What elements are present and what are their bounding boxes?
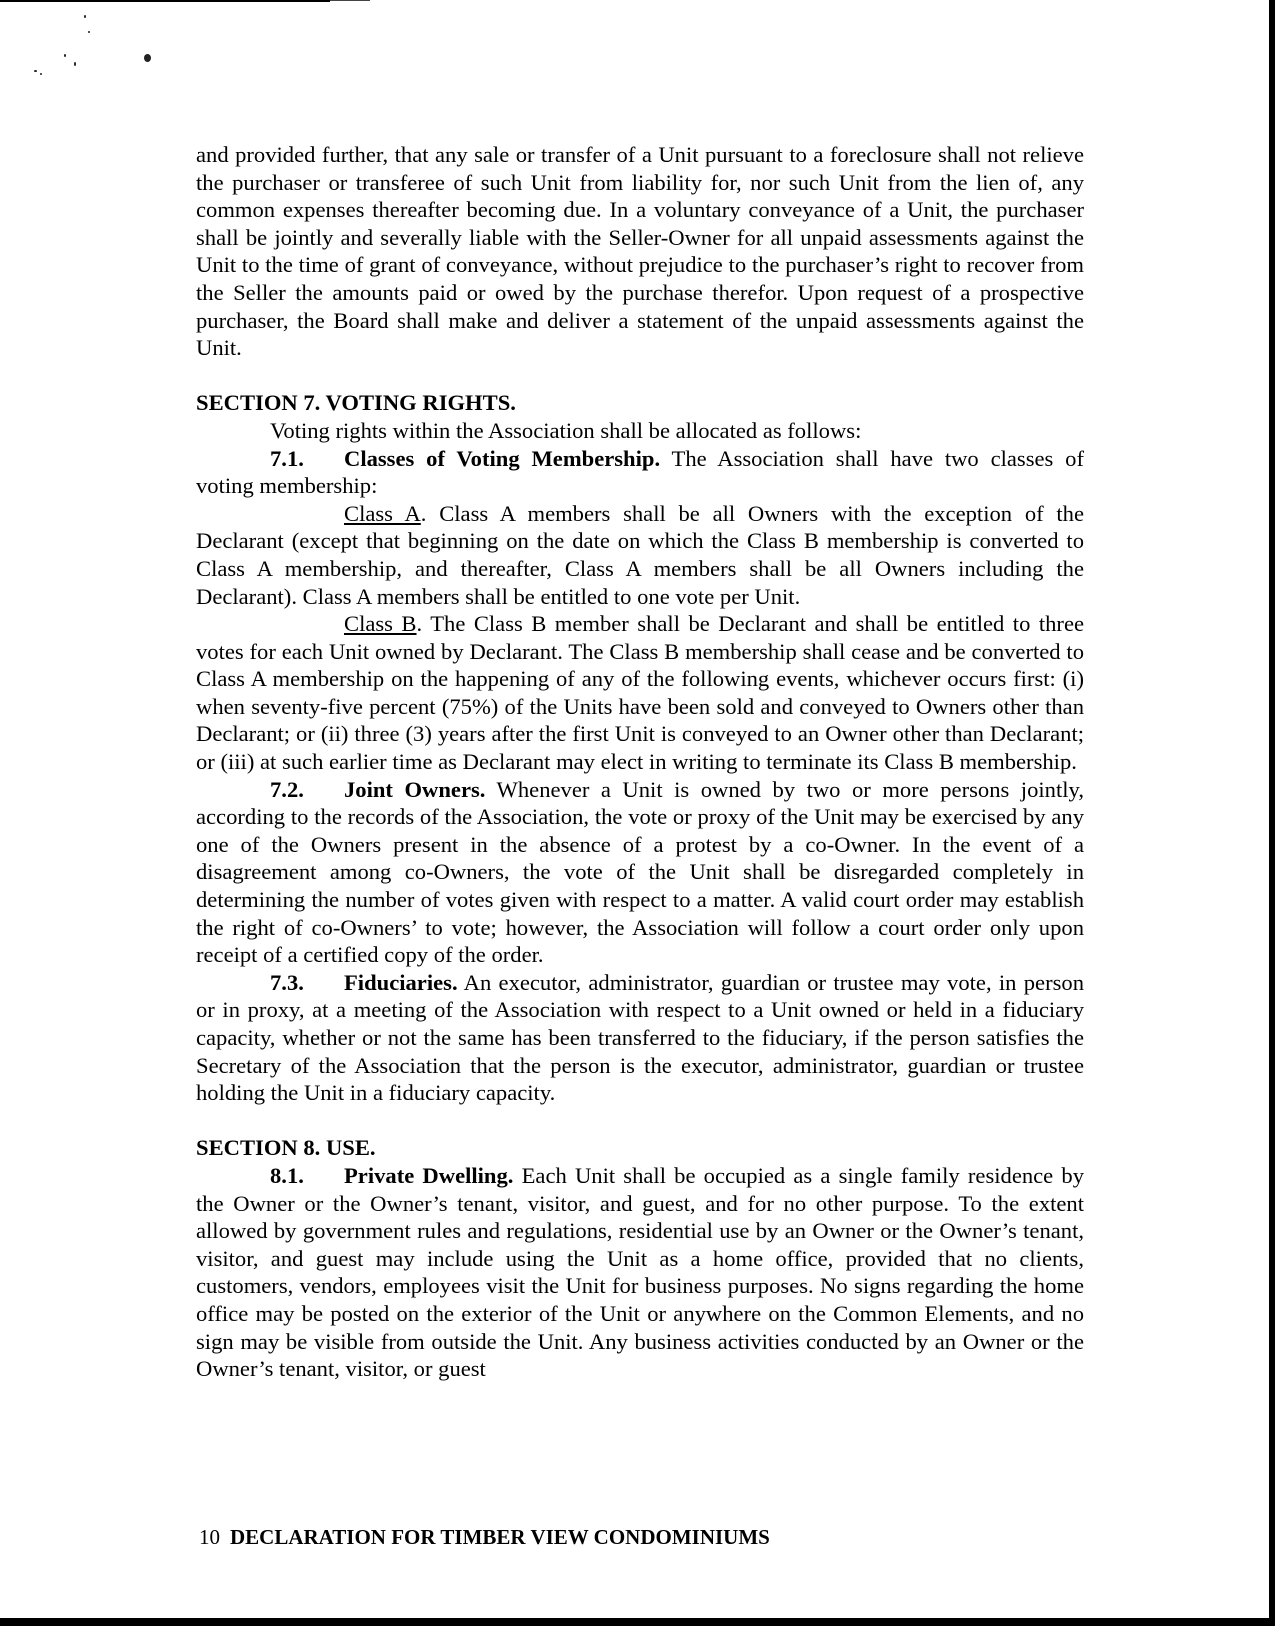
subsection-number: 8.1. [270,1162,304,1188]
scan-speck [84,15,86,18]
subsection-number: 7.3. [270,969,304,995]
subsection-number: 7.1. [270,445,304,471]
subsection-text: An executor, administrator, guardian or trustee may vote, in person or in proxy, at a meeting of the Association with respect to a Unit owned or held in a fiduciary capacity, whether or not the same has been transferred to the fiduciary, if the person satisfies the Secretary of the Association that the person is the executor, administrator, guardian or trustee holding the Unit in a fiduciary capacity. [196,969,1084,1106]
subsection-7-1 [196,445,1084,500]
scan-speck [144,54,151,62]
subsection-title: Classes of Voting Membership. [344,445,661,471]
subsection-title: Private Dwelling. [344,1162,514,1188]
class-a-text: . Class A members shall be all Owners with the exception of the Declarant (except that beginning on the date on which the Class B membership is converted to Class A membership, and thereafter, Class A members shall be all Owners including the Declarant). Class A members shall be entitled to one vote per Unit. [196,500,1084,609]
scan-speck [64,54,66,57]
subsection-text: Each Unit shall be occupied as a single family residence by the Owner or the Owner’s tenant, visitor, and guest, and for no other purpose. To the extent allowed by government rules and regulations, residential use by an Owner or the Owner’s tenant, visitor, and guest may include using the Unit as a home office, provided that no clients, customers, vendors, employees visit the Unit for business purposes. No signs regarding the home office may be posted on the exterior of the Unit or anywhere on the Common Elements, and no sign may be visible from outside the Unit. Any business activities conducted by an Owner or the Owner’s tenant, visitor, or guest [196,1162,1084,1382]
subsection-text: The Association shall have two classes of voting membership: [196,445,1084,499]
scan-speck [74,62,76,66]
subsection-7-2 [196,776,1084,969]
scan-edge-top-fragment [330,0,370,1]
document-body [196,141,1084,1383]
class-b-paragraph [196,610,1084,776]
class-a-label: Class A [344,500,421,526]
section-8-heading: SECTION 8. USE. [196,1135,376,1161]
page-number: 10 [199,1525,220,1549]
page-footer [199,1524,770,1550]
opening-paragraph: and provided further, that any sale or transfer of a Unit pursuant to a foreclosure shall not relieve the purchaser or transferee of such Unit from liability for, nor such Unit from the lien of, any common expenses thereafter becoming due. In a voluntary conveyance of a Unit, the purchaser shall be jointly and severally liable with the Seller-Owner for all unpaid assessments against the Unit to the time of grant of conveyance, without prejudice to the purchaser’s right to recover from the Seller the amounts paid or owed by the purchase therefor. Upon request of a prospective purchaser, the Board shall make and deliver a statement of the unpaid assessments against the Unit. [196,142,1084,361]
subsection-8-1 [196,1162,1084,1383]
class-b-text: . The Class B member shall be Declarant and shall be entitled to three votes for each Unit owned by Declarant. The Class B membership shall cease and be converted to Class A membership on the happening of any of the following events, whichever occurs first: (i) when seventy-five percent (75%) of the Units have been sold and conveyed to Owners other than Declarant; or (ii) three (3) years after the first Unit is conveyed to an Owner other than Declarant; or (iii) at such earlier time as Declarant may elect in writing to terminate its Class B membership. [196,611,1084,775]
scan-edge-right [1269,0,1275,1626]
paragraph-gap [196,362,1084,390]
subsection-title: Fiduciaries. [344,969,458,995]
scan-speck [40,73,42,75]
paragraph-gap [196,1107,1084,1135]
subsection-7-3 [196,969,1084,1107]
subsection-number: 7.2. [270,776,304,802]
section-7-heading: SECTION 7. VOTING RIGHTS. [196,390,516,416]
scan-edge-bottom [0,1618,1275,1626]
scan-speck [34,70,37,72]
scan-edge-top [0,0,330,2]
document-title: DECLARATION FOR TIMBER VIEW CONDOMINIUMS [230,1525,770,1549]
section-7-intro: Voting rights within the Association shall be allocated as follows: [270,417,862,443]
class-b-label: Class B [344,611,417,637]
class-a-paragraph [196,500,1084,610]
scan-speck [88,31,90,33]
subsection-text: Whenever a Unit is owned by two or more persons jointly, according to the records of the Association, the vote or proxy of the Unit may be exercised by any one of the Owners present in the absence of a protest by a co-Owner. In the event of a disagreement among co-Owners, the vote of the Unit shall be disregarded completely in determining the number of votes given with respect to a matter. A valid court order may establish the right of co-Owners’ to vote; however, the Association will follow a court order only upon receipt of a certified copy of the order. [196,776,1084,968]
subsection-title: Joint Owners. [344,776,486,802]
